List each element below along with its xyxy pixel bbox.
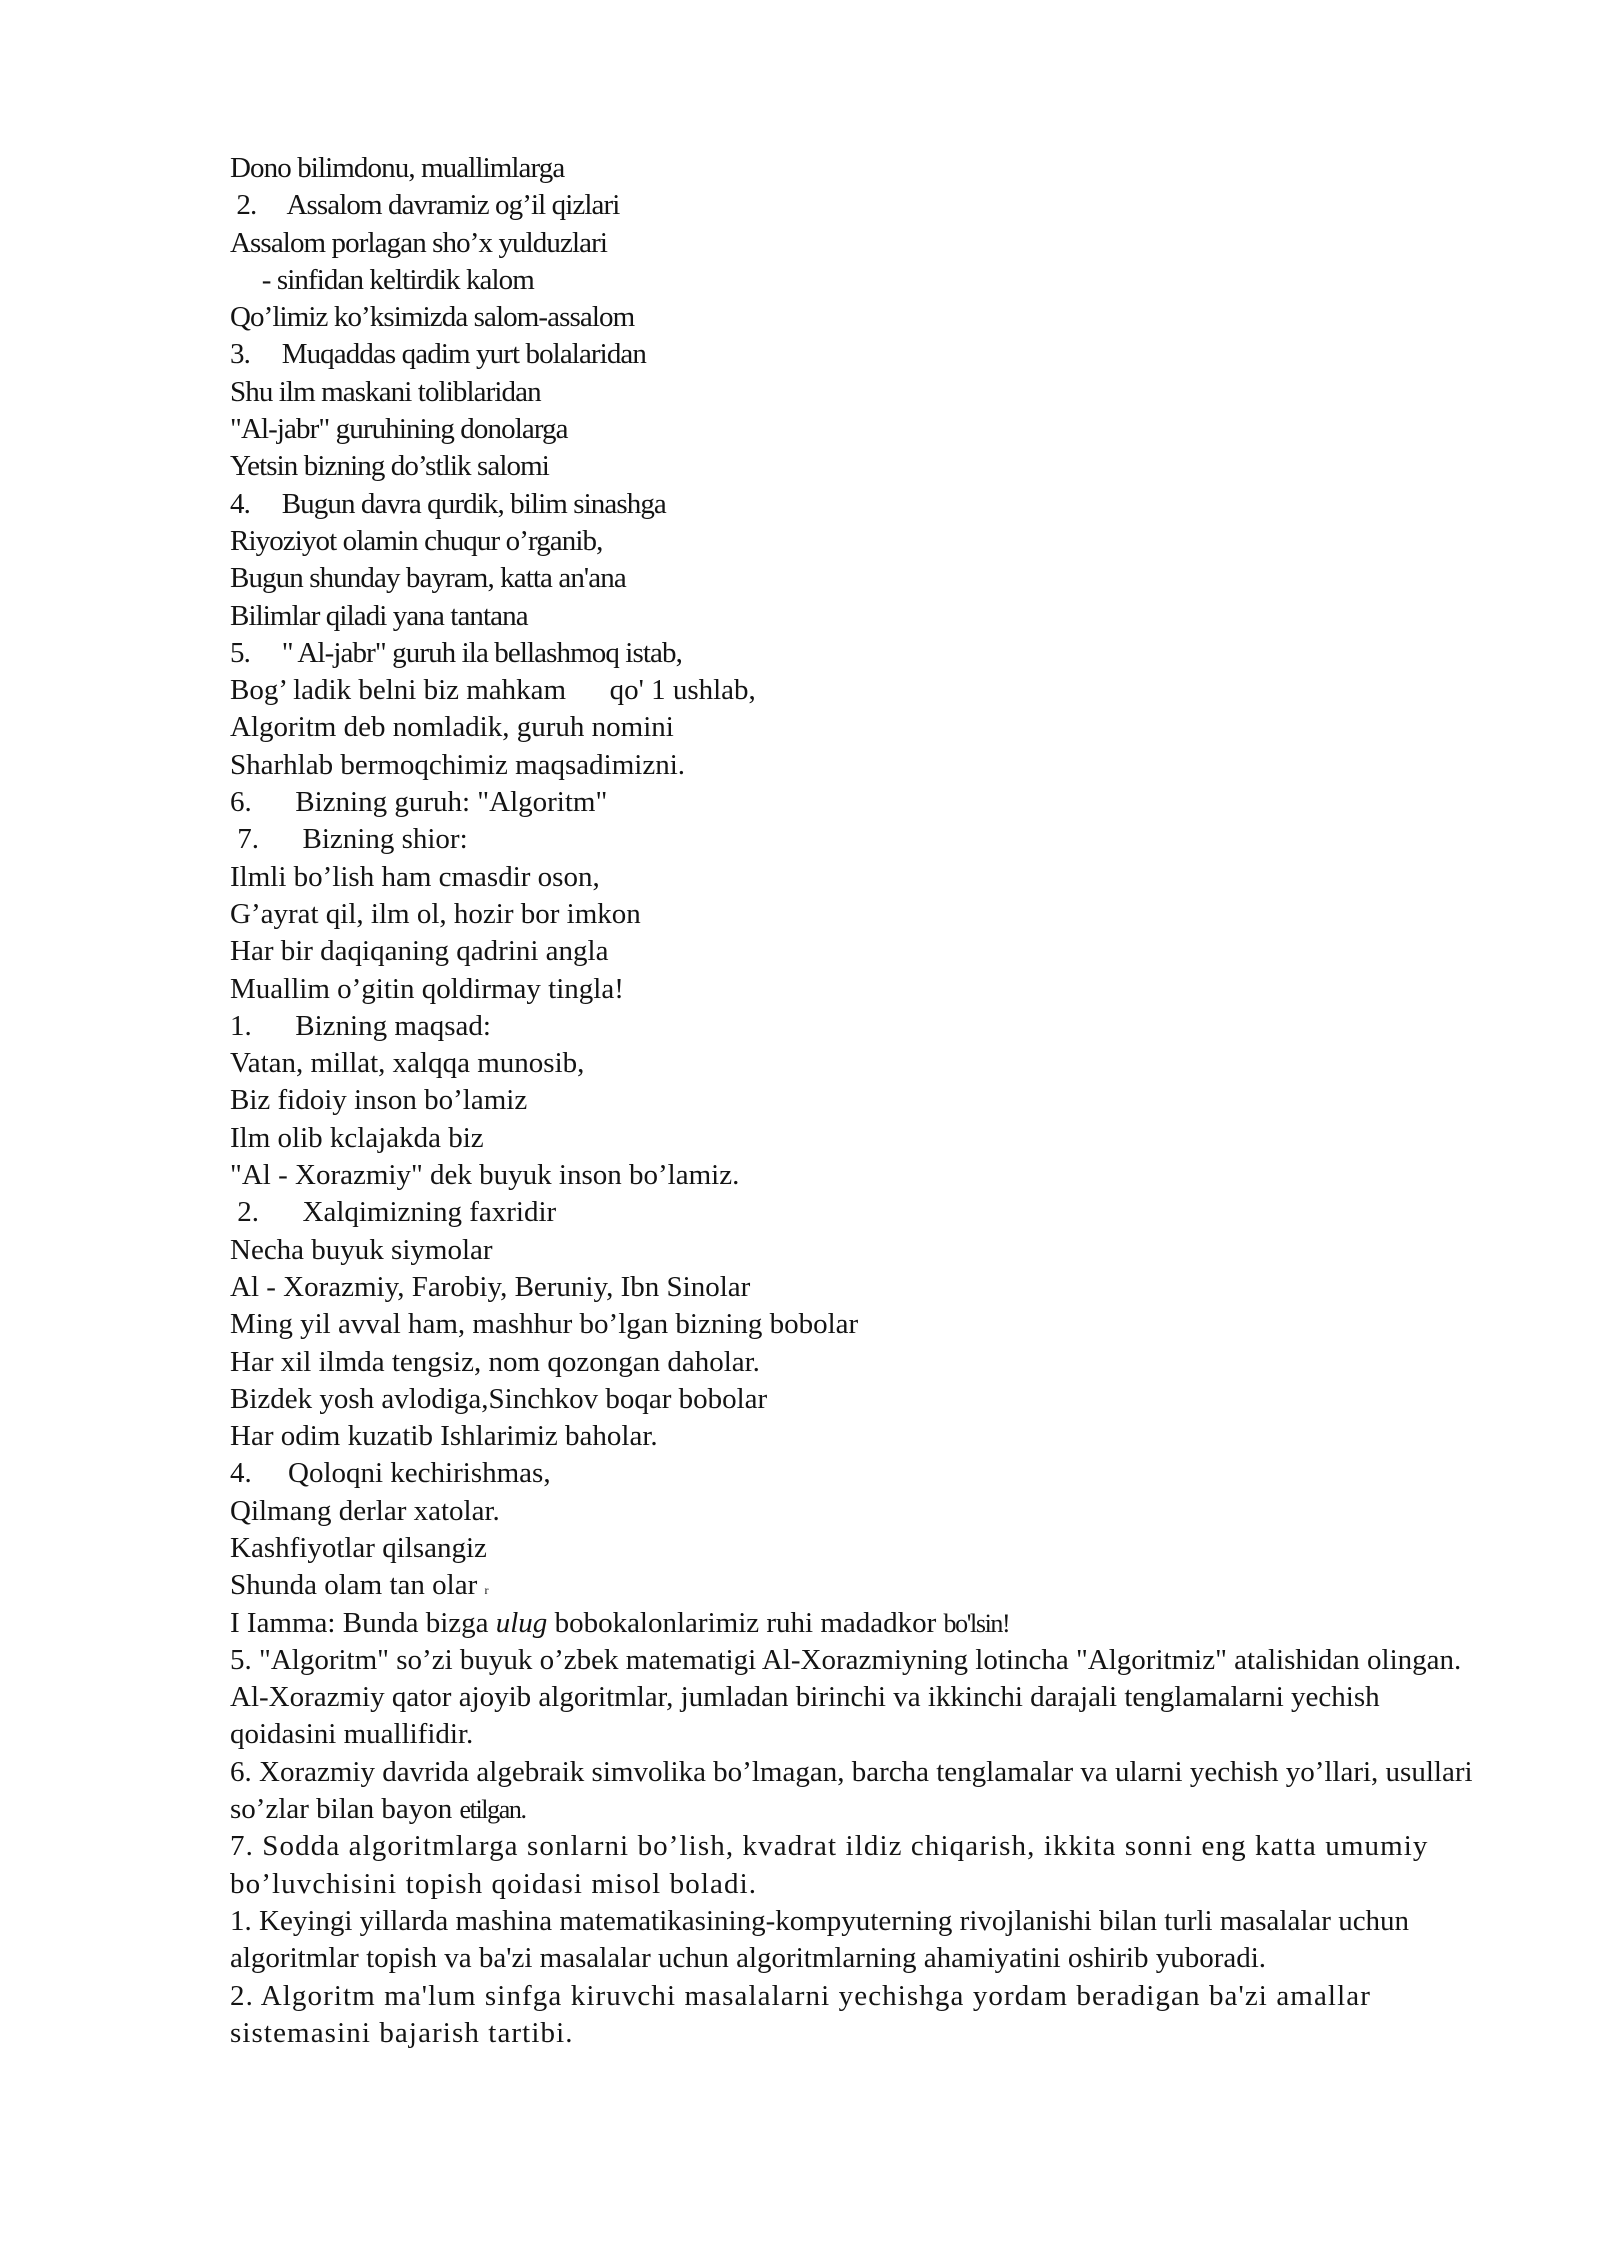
text-line: Bugun shunday bayram, katta an'ana (230, 562, 626, 595)
text-line: - sinfidan keltirdik kalom (230, 263, 534, 296)
text-line: Vatan, millat, xalqqa munosib, (230, 1047, 585, 1080)
text-line: G’ayrat qil, ilm ol, hozir bor imkon (230, 897, 641, 930)
text-line: 7. Bizning shior: (230, 823, 468, 856)
text-line: Dono bilimdonu, muallimlarga (230, 152, 565, 184)
iamma-part1: I Iamma: Bunda bizga (230, 1606, 496, 1639)
paragraph-5: 5. "Algoritm" so’zi buyuk o’zbek matematigi Al-Xorazmiyning lotincha "Algoritmiz" atalishidan olingan. Al-Xorazmiy qator ajoyib algoritmlar, jumladan birinchi va ikkinchi darajali tenglamalarni yechish qoidasini muallifidir. (230, 1643, 1462, 1751)
paragraph-1b: 1. Keyingi yillarda mashina matematikasining-kompyuterning rivojlanishi bilan turli masalalar uchun algoritmlar topish va ba'zi masalalar uchun algoritmlarning ahamiyatini oshirib yuboradi. (230, 1904, 1410, 1975)
text-line: 6. Bizning guruh: "Algoritm" (230, 786, 608, 819)
text-line: 4. Bugun davra qurdik, bilim sinashga (230, 487, 666, 520)
text-line: Shu ilm maskani toliblaridan (230, 375, 541, 408)
text-line: Qo’limiz ko’ksimizda salom-assalom (230, 301, 635, 334)
text-line: Bizdek yosh avlodiga,Sinchkov boqar bobolar (230, 1382, 768, 1415)
paragraph-6 (230, 1754, 1490, 1829)
text-line: Qilmang derlar xatolar. (230, 1494, 500, 1527)
document-body (230, 150, 1490, 2052)
text-line: 1. Bizning maqsad: (230, 1009, 491, 1042)
paragraph-2b: 2. Algoritm ma'lum sinfga kiruvchi masalalarni yechishga yordam beradigan ba'zi amallar sistemasini bajarish tartibi. (230, 1979, 1371, 2049)
text-line: Ilm olib kclajakda biz (230, 1121, 484, 1154)
text-line: Ming yil avval ham, mashhur bo’lgan bizning bobolar (230, 1308, 859, 1341)
text-line: Har bir daqiqaning qadrini angla (230, 935, 609, 968)
text-line: "Al-jabr" guruhining donolarga (230, 413, 568, 446)
iamma-tail: bo'lsin! (943, 1608, 1010, 1638)
text-line: 2. Xalqimizning faxridir (230, 1196, 557, 1229)
text-line: 3. Muqaddas qadim yurt bolalaridan (230, 338, 647, 371)
text-line: Riyoziyot olamin chuqur o’rganib, (230, 524, 603, 557)
iamma-part2: bobokalonlarimiz ruhi madadkor (547, 1606, 944, 1639)
text-line: Sharhlab bermoqchimiz maqsadimizni. (230, 748, 686, 781)
stray-mark: r (484, 1583, 489, 1598)
paragraph-7: 7. Sodda algoritmlarga sonlarni bo’lish, kvadrat ildiz chiqarish, ikkita sonni eng katta umumiy bo’luvchisini topish qoidasi misol boladi. (230, 1830, 1429, 1900)
text-line: Har odim kuzatib Ishlarimiz baholar. (230, 1420, 658, 1453)
shunda-text: Shunda olam tan olar (230, 1569, 478, 1602)
text-line: Bog’ ladik belni biz mahkam qo' 1 ushlab, (230, 674, 756, 707)
text-line: Kashfiyotlar qilsangiz (230, 1531, 487, 1564)
shunda-line (230, 1567, 1490, 1604)
text-line: Bilimlar qiladi yana tantana (230, 599, 528, 632)
paragraph-6-tail: etilgan. (459, 1795, 526, 1825)
paragraph-6-text: 6. Xorazmiy davrida algebraik simvolika bo’lmagan, barcha tenglamalar va ularni yechish yo’llari, usullari so’zlar bilan bayon (230, 1755, 1473, 1826)
text-line: Biz fidoiy inson bo’lamiz (230, 1084, 528, 1117)
text-line: Necha buyuk siymolar (230, 1233, 493, 1266)
text-line: Har xil ilmda tengsiz, nom qozongan daholar. (230, 1345, 760, 1378)
text-line: Ilmli bo’lish ham cmasdir oson, (230, 860, 600, 893)
iamma-italic: ulug (495, 1606, 548, 1639)
text-line: Muallim o’gitin qoldirmay tingla! (230, 972, 624, 1005)
text-line: Yetsin bizning do’stlik salomi (230, 450, 549, 483)
text-line: "Al - Xorazmiy" dek buyuk inson bo’lamiz. (230, 1159, 740, 1192)
text-line: Assalom porlagan sho’x yulduzlari (230, 226, 608, 259)
text-line: Al - Xorazmiy, Farobiy, Beruniy, Ibn Sinolar (230, 1270, 751, 1303)
verse-lines (230, 150, 1490, 1567)
text-line: 5. " Al-jabr" guruh ila bellashmoq istab, (230, 636, 682, 669)
iamma-line (230, 1605, 1490, 1642)
text-line: Algoritm deb nomladik, guruh nomini (230, 711, 674, 744)
text-line: 2. Assalom davramiz og’il qizlari (230, 189, 620, 222)
text-line: 4. Qoloqni kechirishmas, (230, 1457, 551, 1490)
